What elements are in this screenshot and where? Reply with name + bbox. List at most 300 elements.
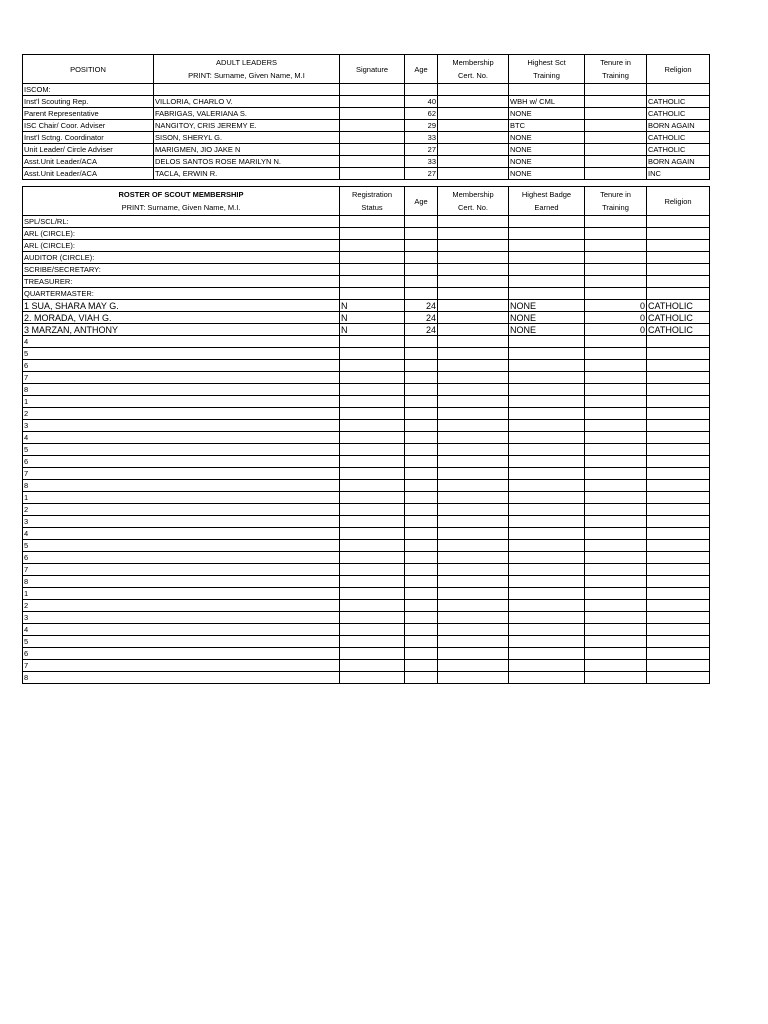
age-cell: 62 [405, 108, 438, 120]
badge-cell [509, 216, 585, 228]
tenure-cell [585, 216, 647, 228]
training-cell: BTC [509, 120, 585, 132]
officer-row [23, 228, 710, 240]
cert-cell [438, 228, 509, 240]
tenure-cell [585, 156, 647, 168]
religion-cell: CATHOLIC [647, 300, 710, 312]
cert-cell [438, 276, 509, 288]
age-cell [405, 216, 438, 228]
row-number: 8 [23, 672, 340, 684]
adult-header-row [23, 55, 710, 84]
age-cell [405, 672, 438, 684]
tenure-cell [585, 504, 647, 516]
religion-cell [647, 360, 710, 372]
header-roster-cert-line2: Cert. No. [457, 203, 488, 212]
religion-cell [647, 516, 710, 528]
status-cell [340, 648, 405, 660]
religion-cell [647, 84, 710, 96]
table-row [23, 144, 710, 156]
cert-cell [438, 408, 509, 420]
cert-cell [438, 420, 509, 432]
cert-cell [438, 612, 509, 624]
religion-cell: CATHOLIC [647, 312, 710, 324]
tenure-cell [585, 144, 647, 156]
status-cell [340, 276, 405, 288]
status-cell [340, 456, 405, 468]
badge-cell [509, 396, 585, 408]
tenure-cell [585, 360, 647, 372]
cert-cell [438, 540, 509, 552]
tenure-cell [585, 264, 647, 276]
row-number: 7 [23, 372, 340, 384]
cert-cell [438, 636, 509, 648]
name-cell [154, 84, 340, 96]
age-cell [405, 540, 438, 552]
list-item [23, 504, 710, 516]
adult-body [23, 84, 710, 180]
status-cell: N [340, 324, 405, 336]
religion-cell [647, 228, 710, 240]
officer-label: SPL/SCL/RL: [23, 216, 340, 228]
religion-cell: CATHOLIC [647, 144, 710, 156]
officer-row [23, 216, 710, 228]
cert-cell [438, 504, 509, 516]
religion-cell [647, 600, 710, 612]
badge-cell [509, 672, 585, 684]
religion-cell [647, 384, 710, 396]
badge-cell [509, 492, 585, 504]
list-item [23, 432, 710, 444]
cert-cell [438, 264, 509, 276]
age-cell [405, 492, 438, 504]
header-badge-line2: Earned [534, 203, 559, 212]
member-name: 3 MARZAN, ANTHONY [23, 324, 340, 336]
list-item [23, 492, 710, 504]
tenure-cell [585, 540, 647, 552]
tenure-cell [585, 276, 647, 288]
age-cell [405, 528, 438, 540]
cert-cell [438, 312, 509, 324]
religion-cell [647, 576, 710, 588]
table-row [23, 156, 710, 168]
badge-cell [509, 588, 585, 600]
tenure-cell [585, 372, 647, 384]
tenure-cell [585, 576, 647, 588]
officer-label: ARL (CIRCLE): [23, 228, 340, 240]
header-roster-title-line1: ROSTER OF SCOUT MEMBERSHIP [118, 190, 244, 199]
cert-cell [438, 660, 509, 672]
cert-cell [438, 156, 509, 168]
tenure-cell [585, 588, 647, 600]
signature-cell [340, 168, 405, 180]
religion-cell: CATHOLIC [647, 96, 710, 108]
religion-cell [647, 372, 710, 384]
header-badge [509, 187, 585, 216]
header-roster-religion: Religion [647, 187, 710, 216]
status-cell [340, 264, 405, 276]
status-cell [340, 372, 405, 384]
list-item [23, 396, 710, 408]
row-number: 4 [23, 624, 340, 636]
list-item [23, 420, 710, 432]
badge-cell [509, 624, 585, 636]
tenure-cell [585, 120, 647, 132]
name-cell: VILLORIA, CHARLO V. [154, 96, 340, 108]
tenure-cell [585, 432, 647, 444]
position-cell: Parent Representative [23, 108, 154, 120]
adult-leaders-table [22, 54, 710, 180]
tenure-cell [585, 84, 647, 96]
religion-cell [647, 348, 710, 360]
status-cell [340, 624, 405, 636]
religion-cell [647, 492, 710, 504]
religion-cell [647, 660, 710, 672]
age-cell [405, 516, 438, 528]
religion-cell [647, 288, 710, 300]
row-number: 5 [23, 348, 340, 360]
status-cell [340, 600, 405, 612]
row-number: 2 [23, 600, 340, 612]
badge-cell: NONE [509, 324, 585, 336]
header-tenure-line2: Training [602, 71, 629, 80]
header-position: POSITION [23, 55, 154, 84]
age-cell [405, 240, 438, 252]
name-cell: DELOS SANTOS ROSE MARILYN N. [154, 156, 340, 168]
badge-cell: NONE [509, 312, 585, 324]
status-cell [340, 432, 405, 444]
officer-label: ARL (CIRCLE): [23, 240, 340, 252]
cert-cell [438, 360, 509, 372]
roster-header-row [23, 187, 710, 216]
tenure-cell [585, 336, 647, 348]
status-cell [340, 480, 405, 492]
cert-cell [438, 348, 509, 360]
age-cell: 24 [405, 312, 438, 324]
table-row [23, 96, 710, 108]
tenure-cell [585, 492, 647, 504]
tenure-cell [585, 648, 647, 660]
row-number: 4 [23, 528, 340, 540]
member-name: 1 SUA, SHARA MAY G. [23, 300, 340, 312]
tenure-cell [585, 288, 647, 300]
position-cell: Asst.Unit Leader/ACA [23, 168, 154, 180]
position-cell: Unit Leader/ Circle Adviser [23, 144, 154, 156]
table-row [23, 168, 710, 180]
badge-cell [509, 360, 585, 372]
religion-cell [647, 444, 710, 456]
tenure-cell [585, 552, 647, 564]
badge-cell [509, 456, 585, 468]
cert-cell [438, 120, 509, 132]
tenure-cell [585, 624, 647, 636]
training-cell: NONE [509, 156, 585, 168]
tenure-cell [585, 396, 647, 408]
header-tenure [585, 55, 647, 84]
training-cell: WBH w/ CML [509, 96, 585, 108]
cert-cell [438, 552, 509, 564]
cert-cell [438, 516, 509, 528]
roster-table [22, 186, 710, 684]
cert-cell [438, 132, 509, 144]
cert-cell [438, 456, 509, 468]
cert-cell [438, 624, 509, 636]
status-cell [340, 228, 405, 240]
row-number: 7 [23, 564, 340, 576]
signature-cell [340, 96, 405, 108]
row-number: 5 [23, 636, 340, 648]
badge-cell [509, 444, 585, 456]
religion-cell [647, 552, 710, 564]
religion-cell [647, 648, 710, 660]
tenure-cell: 0 [585, 300, 647, 312]
table-row [23, 132, 710, 144]
cert-cell [438, 492, 509, 504]
cert-cell [438, 252, 509, 264]
age-cell: 24 [405, 324, 438, 336]
tenure-cell [585, 564, 647, 576]
tenure-cell [585, 108, 647, 120]
age-cell [405, 588, 438, 600]
age-cell [405, 480, 438, 492]
list-item [23, 648, 710, 660]
age-cell [405, 348, 438, 360]
religion-cell [647, 216, 710, 228]
header-registration-line2: Status [361, 203, 383, 212]
age-cell [405, 432, 438, 444]
member-name: 2. MORADA, VIAH G. [23, 312, 340, 324]
row-number: 7 [23, 660, 340, 672]
cert-cell [438, 84, 509, 96]
list-item [23, 612, 710, 624]
status-cell [340, 540, 405, 552]
training-cell: NONE [509, 108, 585, 120]
status-cell [340, 504, 405, 516]
age-cell [405, 624, 438, 636]
status-cell [340, 672, 405, 684]
age-cell [405, 420, 438, 432]
tenure-cell [585, 516, 647, 528]
training-cell: NONE [509, 168, 585, 180]
list-item [23, 336, 710, 348]
badge-cell [509, 564, 585, 576]
row-number: 8 [23, 384, 340, 396]
status-cell [340, 288, 405, 300]
tenure-cell: 0 [585, 324, 647, 336]
officer-label: TREASURER: [23, 276, 340, 288]
position-cell: Inst'l Scouting Rep. [23, 96, 154, 108]
status-cell [340, 240, 405, 252]
age-cell [405, 636, 438, 648]
row-number: 1 [23, 492, 340, 504]
list-item [23, 516, 710, 528]
religion-cell [647, 408, 710, 420]
header-roster-title-line2: PRINT: Surname, Given Name, M.I. [121, 203, 241, 212]
tenure-cell [585, 384, 647, 396]
tenure-cell [585, 408, 647, 420]
age-cell [405, 252, 438, 264]
tenure-cell [585, 612, 647, 624]
cert-cell [438, 96, 509, 108]
tenure-cell [585, 96, 647, 108]
header-training-line1: Highest Sct [527, 58, 566, 67]
table-row [23, 84, 710, 96]
officer-label: SCRIBE/SECRETARY: [23, 264, 340, 276]
cert-cell [438, 324, 509, 336]
status-cell [340, 360, 405, 372]
cert-cell [438, 144, 509, 156]
age-cell [405, 564, 438, 576]
header-training-line2: Training [533, 71, 560, 80]
badge-cell [509, 432, 585, 444]
name-cell: TACLA, ERWIN R. [154, 168, 340, 180]
position-cell: Inst'l Sctng. Coordinator [23, 132, 154, 144]
header-roster-tenure-line1: Tenure in [600, 190, 631, 199]
list-item [23, 468, 710, 480]
header-religion: Religion [647, 55, 710, 84]
row-number: 6 [23, 360, 340, 372]
signature-cell [340, 108, 405, 120]
status-cell [340, 468, 405, 480]
badge-cell [509, 372, 585, 384]
status-cell [340, 636, 405, 648]
religion-cell [647, 480, 710, 492]
member-row [23, 312, 710, 324]
status-cell [340, 612, 405, 624]
officer-row [23, 240, 710, 252]
cert-cell [438, 384, 509, 396]
signature-cell [340, 132, 405, 144]
list-item [23, 660, 710, 672]
tenure-cell [585, 636, 647, 648]
badge-cell [509, 636, 585, 648]
religion-cell [647, 672, 710, 684]
status-cell [340, 336, 405, 348]
badge-cell [509, 264, 585, 276]
tenure-cell [585, 672, 647, 684]
religion-cell: CATHOLIC [647, 108, 710, 120]
tenure-cell [585, 528, 647, 540]
badge-cell [509, 276, 585, 288]
religion-cell [647, 432, 710, 444]
badge-cell [509, 348, 585, 360]
religion-cell [647, 504, 710, 516]
badge-cell [509, 576, 585, 588]
status-cell [340, 564, 405, 576]
header-roster-cert-line1: Membership [452, 190, 494, 199]
age-cell: 29 [405, 120, 438, 132]
age-cell [405, 576, 438, 588]
position-cell: ISC Chair/ Coor. Adviser [23, 120, 154, 132]
name-cell: FABRIGAS, VALERIANA S. [154, 108, 340, 120]
age-cell [405, 228, 438, 240]
list-item [23, 372, 710, 384]
badge-cell [509, 288, 585, 300]
list-item [23, 360, 710, 372]
signature-cell [340, 144, 405, 156]
religion-cell [647, 264, 710, 276]
status-cell [340, 552, 405, 564]
header-cert-line1: Membership [452, 58, 494, 67]
status-cell [340, 528, 405, 540]
list-item [23, 636, 710, 648]
header-adult-leaders-line1: ADULT LEADERS [216, 58, 277, 67]
religion-cell: CATHOLIC [647, 132, 710, 144]
officer-row [23, 264, 710, 276]
row-number: 8 [23, 480, 340, 492]
tenure-cell [585, 420, 647, 432]
cert-cell [438, 600, 509, 612]
age-cell: 40 [405, 96, 438, 108]
list-item [23, 624, 710, 636]
badge-cell [509, 552, 585, 564]
cert-cell [438, 468, 509, 480]
religion-cell [647, 564, 710, 576]
age-cell [405, 396, 438, 408]
religion-cell [647, 468, 710, 480]
row-number: 6 [23, 456, 340, 468]
religion-cell [647, 420, 710, 432]
list-item [23, 564, 710, 576]
list-item [23, 540, 710, 552]
officer-label: AUDITOR (CIRCLE): [23, 252, 340, 264]
tenure-cell [585, 348, 647, 360]
age-cell [405, 456, 438, 468]
name-cell: SISON, SHERYL G. [154, 132, 340, 144]
list-item [23, 528, 710, 540]
cert-cell [438, 336, 509, 348]
status-cell [340, 348, 405, 360]
tenure-cell [585, 444, 647, 456]
tenure-cell [585, 168, 647, 180]
badge-cell [509, 612, 585, 624]
religion-cell [647, 636, 710, 648]
table-row [23, 108, 710, 120]
badge-cell [509, 420, 585, 432]
row-number: 6 [23, 648, 340, 660]
row-number: 3 [23, 516, 340, 528]
age-cell [405, 660, 438, 672]
badge-cell [509, 468, 585, 480]
status-cell [340, 588, 405, 600]
header-roster-title [23, 187, 340, 216]
religion-cell [647, 624, 710, 636]
cert-cell [438, 576, 509, 588]
religion-cell: CATHOLIC [647, 324, 710, 336]
row-number: 2 [23, 408, 340, 420]
cert-cell [438, 396, 509, 408]
position-cell: ISCOM: [23, 84, 154, 96]
age-cell [405, 408, 438, 420]
cert-cell [438, 432, 509, 444]
status-cell [340, 492, 405, 504]
row-number: 1 [23, 396, 340, 408]
header-roster-tenure [585, 187, 647, 216]
header-registration-line1: Registration [351, 190, 393, 199]
officer-row [23, 288, 710, 300]
badge-cell [509, 384, 585, 396]
officer-row [23, 276, 710, 288]
religion-cell [647, 528, 710, 540]
age-cell: 33 [405, 132, 438, 144]
header-tenure-line1: Tenure in [600, 58, 631, 67]
badge-cell [509, 660, 585, 672]
row-number: 5 [23, 540, 340, 552]
age-cell [405, 372, 438, 384]
religion-cell: BORN AGAIN [647, 156, 710, 168]
religion-cell [647, 612, 710, 624]
religion-cell [647, 540, 710, 552]
list-item [23, 444, 710, 456]
